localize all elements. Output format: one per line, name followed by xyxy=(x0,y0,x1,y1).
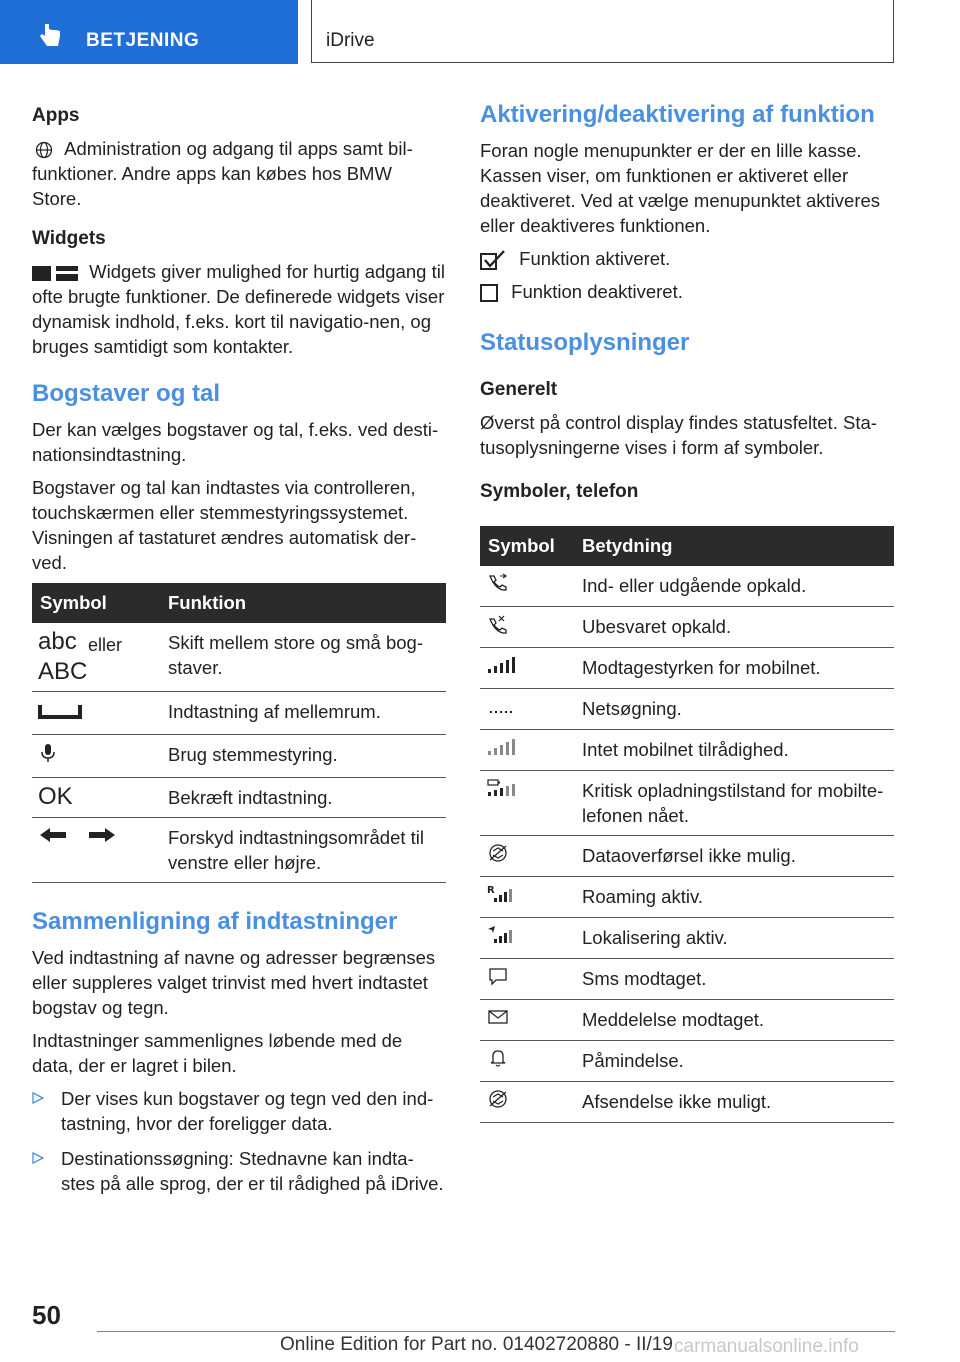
table-row xyxy=(480,1041,894,1082)
right-column xyxy=(480,100,894,1123)
table-row xyxy=(32,623,446,692)
col-symbol: Symbol xyxy=(480,526,574,566)
table-row xyxy=(480,689,894,730)
unchecked-line xyxy=(480,279,894,304)
left-column xyxy=(32,100,446,1206)
roaming-icon xyxy=(486,884,516,904)
compare-list xyxy=(32,1086,446,1196)
message-icon xyxy=(486,1007,510,1027)
meaning-text: Roaming aktiv. xyxy=(574,877,894,918)
compare-paragraph-2: Indtastninger sammenlignes løbende med de data, der er lagret i bilen. xyxy=(32,1030,403,1076)
missed-call-icon xyxy=(486,614,510,634)
letters-paragraph-2: Bogstaver og tal kan indtastes via controlleren, touchskærmen eller stemmestyringssystemet. Visningen af tastaturet ændres automatisk der-ved. xyxy=(32,477,417,573)
col-meaning: Betydning xyxy=(574,526,894,566)
table-row xyxy=(480,771,894,836)
function-text: Indtastning af mellemrum. xyxy=(160,692,446,735)
chapter-label: iDrive xyxy=(326,30,375,51)
table-header-row xyxy=(480,526,894,566)
meaning-text: Ind- eller udgående opkald. xyxy=(574,566,894,607)
checked-line xyxy=(480,246,894,271)
space-bar-icon xyxy=(38,699,82,721)
letters-heading: Bogstaver og tal xyxy=(32,380,221,407)
general-paragraph: Øverst på control display findes statusfeltet. Sta-tusoplysningerne vises i form af symboler. xyxy=(480,412,877,459)
footer-edition: Online Edition for Part no. 01402720880 - II/19 xyxy=(280,1334,673,1355)
checkbox-unchecked-icon xyxy=(480,283,500,303)
general-title: Generelt xyxy=(480,379,558,401)
table-row xyxy=(480,959,894,1000)
bell-icon xyxy=(486,1048,510,1068)
section-tab xyxy=(0,0,298,64)
status-heading: Statusoplysninger xyxy=(480,329,690,357)
function-text: Brug stemmestyring. xyxy=(160,735,446,778)
ok-symbol: OK xyxy=(38,783,73,810)
function-text: Forskyd indtastningsområdet til venstre eller højre. xyxy=(160,818,446,883)
section-label: BETJENING xyxy=(86,30,200,51)
table-row xyxy=(480,877,894,918)
input-symbols-table xyxy=(32,583,446,883)
table-row xyxy=(32,735,446,778)
footer-divider xyxy=(97,1331,895,1332)
svg-text:R: R xyxy=(487,885,495,897)
activation-paragraph: Foran nogle menupunkter er der en lille kasse. Kassen viser, om funktionen er aktiveret eller deaktiveret. Ved at vælge menupunktet aktiveres eller deaktiveres funktionen. xyxy=(480,140,881,236)
table-row xyxy=(480,607,894,648)
sms-icon xyxy=(486,966,510,986)
send-disabled-icon xyxy=(486,1089,510,1109)
microphone-icon xyxy=(38,742,58,764)
page-number: 50 xyxy=(32,1300,61,1330)
no-data-icon xyxy=(486,843,510,863)
meaning-text: Afsendelse ikke muligt. xyxy=(574,1082,894,1123)
arrow-left-icon xyxy=(38,825,68,845)
phone-call-icon xyxy=(486,573,510,593)
watermark: carmanualsonline.info xyxy=(674,1336,859,1357)
meaning-text: Dataoverførsel ikke mulig. xyxy=(574,836,894,877)
compare-paragraph-1: Ved indtastning af navne og adresser begrænses eller suppleres valget trinvist med hvert indtastet bogstav og tegn. xyxy=(32,947,436,1018)
widgets-paragraph xyxy=(32,259,446,359)
widgets-text: Widgets giver mulighed for hurtig adgang til ofte brugte funktioner. De definerede widgets viser dynamisk indhold, f.eks. kort til navigatio-nen, og bruges samtidigt som kontakter. xyxy=(32,261,445,357)
apps-text: Administration og adgang til apps samt bil-funktioner. Andre apps kan købes hos BMW Store. xyxy=(32,138,413,209)
activation-heading: Aktivering/deaktivering af funktion xyxy=(480,101,875,128)
function-text: Bekræft indtastning. xyxy=(160,778,446,818)
arrow-right-icon xyxy=(87,825,117,845)
list-item xyxy=(32,1146,446,1196)
location-icon xyxy=(486,925,516,945)
apps-paragraph xyxy=(32,136,446,211)
meaning-text: Påmindelse. xyxy=(574,1041,894,1082)
table-row xyxy=(480,730,894,771)
case-toggle-symbol xyxy=(32,623,160,692)
table-row xyxy=(480,648,894,689)
compare-heading: Sammenligning af indtastninger xyxy=(32,908,398,935)
table-header-row xyxy=(32,583,446,623)
meaning-text: Modtagestyrken for mobilnet. xyxy=(574,648,894,689)
low-battery-icon xyxy=(486,778,516,798)
widgets-title: Widgets xyxy=(32,228,106,249)
col-function: Funktion xyxy=(160,583,446,623)
checked-text: Funktion aktiveret. xyxy=(519,248,671,269)
symbol-or: eller xyxy=(88,635,123,655)
bullet-triangle-icon xyxy=(32,1092,44,1104)
list-item-text: Der vises kun bogstaver og tegn ved den ind-tastning, hvor der foreligger data. xyxy=(61,1088,434,1134)
function-text: Skift mellem store og små bog-staver. xyxy=(160,623,446,692)
meaning-text: Intet mobilnet tilrådighed. xyxy=(574,730,894,771)
meaning-text: Ubesvaret opkald. xyxy=(574,607,894,648)
symbol-abc: abc xyxy=(38,628,77,655)
table-row xyxy=(480,1000,894,1041)
table-row xyxy=(480,836,894,877)
chapter-box xyxy=(311,0,894,63)
table-row xyxy=(480,1082,894,1123)
list-item xyxy=(32,1086,446,1136)
meaning-text: Meddelelse modtaget. xyxy=(574,1000,894,1041)
signal-strength-icon xyxy=(486,655,516,675)
meaning-text: Kritisk opladningstilstand for mobilte-lefonen nået. xyxy=(574,771,894,836)
table-row xyxy=(32,778,446,818)
widgets-icon xyxy=(32,264,78,282)
table-row xyxy=(32,692,446,735)
hand-touch-icon xyxy=(38,22,62,48)
table-row xyxy=(32,818,446,883)
list-item-text: Destinationssøgning: Stednavne kan indta-stes på alle sprog, der er til rådighed på iDrive. xyxy=(61,1148,444,1194)
meaning-text: Lokalisering aktiv. xyxy=(574,918,894,959)
meaning-text: Netsøgning. xyxy=(574,689,894,730)
unchecked-text: Funktion deaktiveret. xyxy=(511,281,683,303)
no-network-icon xyxy=(486,737,516,757)
phone-symbols-title: Symboler, telefon xyxy=(480,481,639,503)
apps-title: Apps xyxy=(32,105,80,126)
checkbox-checked-icon xyxy=(480,249,508,271)
col-symbol: Symbol xyxy=(32,583,160,623)
symbol-ABC: ABC xyxy=(38,658,88,685)
letters-paragraph-1: Der kan vælges bogstaver og tal, f.eks. ved desti-nationsindtastning. xyxy=(32,419,439,465)
table-row xyxy=(480,566,894,607)
bullet-triangle-icon xyxy=(32,1152,44,1164)
apps-icon xyxy=(32,141,56,159)
phone-symbols-table xyxy=(480,526,894,1123)
network-search-icon xyxy=(486,696,516,716)
table-row xyxy=(480,918,894,959)
meaning-text: Sms modtaget. xyxy=(574,959,894,1000)
